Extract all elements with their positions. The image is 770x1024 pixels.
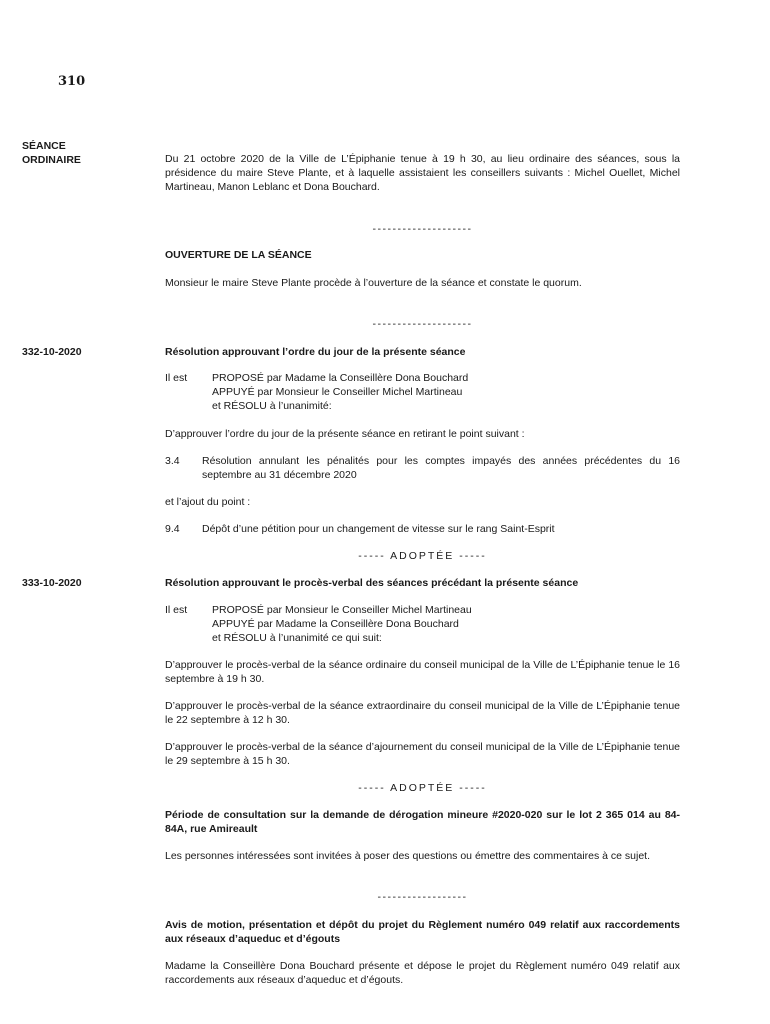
consultation-body-wrap — [165, 849, 680, 863]
resolution-332-il-est: Il est — [165, 372, 188, 384]
item-number: 3.4 — [165, 455, 180, 467]
resolution-332-intro: D’approuver l’ordre du jour de la présente séance en retirant le point suivant : — [165, 428, 525, 440]
page-number: 310 — [58, 74, 86, 89]
avis-motion-text: Madame la Conseillère Dona Bouchard présente et dépose le projet du Règlement numéro 049 relatif aux raccordements aux réseaux d’aqueduc et d’égouts. — [165, 960, 680, 986]
resolution-333-resolu: et RÉSOLU à l’unanimité ce qui suit: — [212, 632, 382, 644]
resolution-333-para-3-wrap — [165, 740, 680, 768]
resolution-332-propose: PROPOSÉ par Madame la Conseillère Dona Bouchard — [212, 372, 469, 384]
seance-label-line1: SÉANCE — [22, 140, 66, 152]
seance-label-line2: ORDINAIRE — [22, 154, 81, 166]
seance-paragraph — [165, 152, 680, 194]
resolution-332-heading: Résolution approuvant l’ordre du jour de la présente séance — [165, 346, 466, 358]
consultation-text: Les personnes intéressées sont invitées à poser des questions ou émettre des commentaires à ce sujet. — [165, 850, 651, 862]
resolution-332-ajout-wrap — [165, 495, 680, 509]
resolution-333-heading-wrap — [165, 576, 680, 590]
resolution-333-para-1-wrap — [165, 658, 680, 686]
adopted-333: ----- ADOPTÉE ----- — [358, 782, 487, 794]
resolution-332-motion — [165, 371, 680, 413]
ouverture-heading: OUVERTURE DE LA SÉANCE — [165, 249, 312, 261]
resolution-332-number: 332-10-2020 — [22, 346, 82, 358]
ouverture-text: Monsieur le maire Steve Plante procède à l’ouverture de la séance et constate le quorum. — [165, 277, 582, 289]
resolution-332-resolu: et RÉSOLU à l’unanimité: — [212, 400, 332, 412]
item-text: Résolution annulant les pénalités pour les comptes impayés des années précédentes du 16 septembre au 31 décembre 2020 — [202, 455, 680, 481]
resolution-333-para-1: D’approuver le procès-verbal de la séance ordinaire du conseil municipal de la Ville de L’Épiphanie tenue le 16 septembre à 19 h 30. — [165, 659, 680, 685]
resolution-333-appuye: APPUYÉ par Madame la Conseillère Dona Bouchard — [212, 618, 459, 630]
resolution-333-para-2-wrap — [165, 699, 680, 727]
avis-motion-heading: Avis de motion, présentation et dépôt du projet du Règlement numéro 049 relatif aux raccordements aux réseaux d’aqueduc et d’égouts — [165, 919, 680, 945]
ouverture-body — [165, 276, 680, 290]
divider-1: -------------------- — [372, 223, 473, 235]
consultation-heading: Période de consultation sur la demande de dérogation mineure #2020-020 sur le lot 2 365 014 au 84-84A, rue Amireault — [165, 809, 680, 835]
divider-2: -------------------- — [372, 318, 473, 330]
resolution-332-appuye: APPUYÉ par Monsieur le Conseiller Michel Martineau — [212, 386, 463, 398]
resolution-332-intro-wrap — [165, 427, 680, 441]
resolution-332-heading-wrap — [165, 345, 680, 359]
resolution-333-para-2: D’approuver le procès-verbal de la séance extraordinaire du conseil municipal de la Ville de L’Épiphanie tenue le 22 septembre à 12 h 30. — [165, 700, 680, 726]
item-number: 9.4 — [165, 523, 180, 535]
item-text: Dépôt d’une pétition pour un changement de vitesse sur le rang Saint-Esprit — [202, 523, 555, 535]
resolution-333-il-est: Il est — [165, 604, 188, 616]
resolution-333-number: 333-10-2020 — [22, 577, 82, 589]
resolution-333-motion — [165, 603, 680, 645]
divider-3: ------------------ — [377, 891, 468, 903]
resolution-333-heading: Résolution approuvant le procès-verbal des séances précédant la présente séance — [165, 577, 579, 589]
avis-motion-body-wrap — [165, 959, 680, 987]
avis-motion-heading-wrap — [165, 918, 680, 946]
seance-label — [22, 139, 142, 167]
resolution-333-propose: PROPOSÉ par Monsieur le Conseiller Michel Martineau — [212, 604, 472, 616]
ouverture-section — [165, 248, 680, 262]
consultation-heading-wrap — [165, 808, 680, 836]
resolution-333-para-3: D’approuver le procès-verbal de la séance d’ajournement du conseil municipal de la Ville de L’Épiphanie tenue le 29 septembre à 15 h 30. — [165, 741, 680, 767]
seance-text: Du 21 octobre 2020 de la Ville de L’Épiphanie tenue à 19 h 30, au lieu ordinaire des séances, sous la présidence du maire Steve Plante, et à laquelle assistaient les conseillers suivants : Michel Ouellet, Michel Martineau, Manon Leblanc et Dona Bouchard. — [165, 153, 680, 193]
resolution-332-item-1 — [165, 454, 680, 482]
resolution-332-ajout: et l’ajout du point : — [165, 496, 251, 508]
resolution-332-item-2 — [165, 522, 680, 536]
adopted-332: ----- ADOPTÉE ----- — [358, 550, 487, 562]
